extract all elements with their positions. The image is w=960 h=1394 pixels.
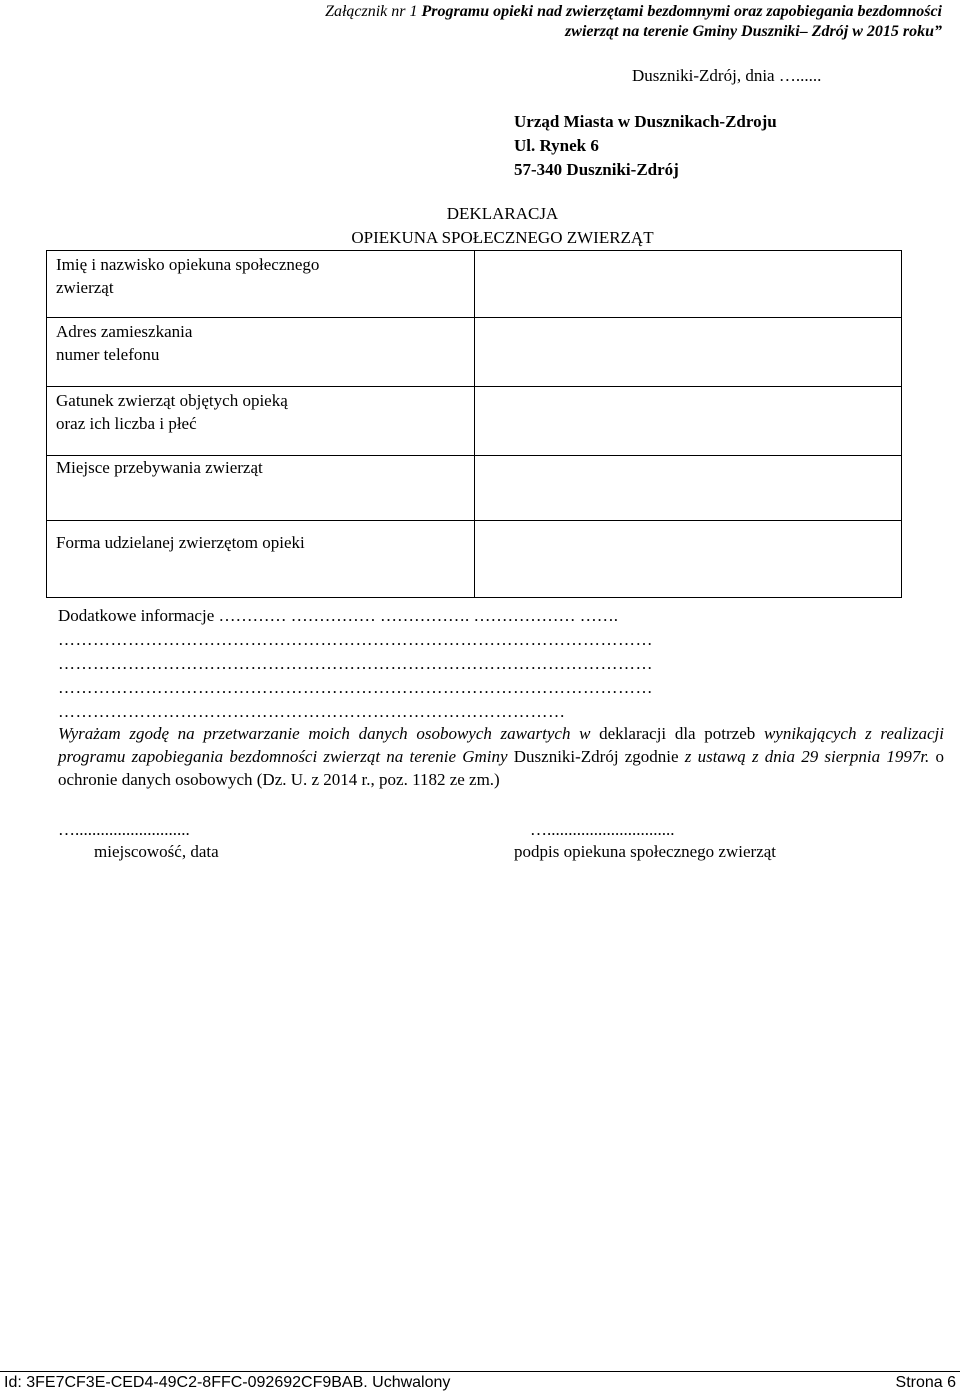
form-row-name xyxy=(47,251,902,318)
form-field-address[interactable] xyxy=(475,318,902,387)
form-label-line: numer telefonu xyxy=(56,345,160,364)
form-label-line: Gatunek zwierząt objętych opieką xyxy=(56,391,288,410)
form-label-line: zwierząt xyxy=(56,278,114,297)
form-label-line: Imię i nazwisko opiekuna społecznego xyxy=(56,255,320,274)
form-label-location xyxy=(47,456,475,521)
consent-text: o ochronie danych osobowych (Dz. U. z 2014 r., poz. 1182 ze zm.) xyxy=(58,747,944,789)
form-field-location[interactable] xyxy=(475,456,902,521)
annex-header xyxy=(182,2,942,42)
guardian-signature-dots[interactable]: ….............................. xyxy=(530,820,675,839)
guardian-signature-label: podpis opiekuna społecznego zwierząt xyxy=(514,842,776,861)
declaration-form-table xyxy=(46,250,902,598)
extra-info-fill-line[interactable]: ………………………………………………………………………………………… xyxy=(58,678,653,697)
consent-text: deklaracji dla potrzeb xyxy=(599,724,764,743)
extra-info-label: Dodatkowe informacje xyxy=(58,606,215,625)
form-field-name[interactable] xyxy=(475,251,902,318)
place-date-signature-label: miejscowość, data xyxy=(94,842,219,861)
extra-info-fill-line[interactable]: ………………………………………………………………………………………… xyxy=(58,654,653,673)
consent-clause xyxy=(58,722,944,791)
extra-info-fill-line[interactable]: …………………………………………………………………………… xyxy=(58,702,566,721)
annex-program-title-line2: zwierząt na terenie Gminy Duszniki– Zdrój w 2015 roku” xyxy=(565,23,942,40)
place-date-line: Duszniki-Zdrój, dnia …...... xyxy=(632,66,822,85)
recipient-street: Ul. Rynek 6 xyxy=(514,136,599,155)
annex-prefix: Załącznik nr 1 xyxy=(325,3,422,20)
form-row-care-form xyxy=(47,521,902,598)
consent-text: Duszniki-Zdrój zgodnie xyxy=(513,747,685,766)
form-label-line: Adres zamieszkania xyxy=(56,322,193,341)
annex-program-title: Programu opieki nad zwierzętami bezdomnymi oraz zapobiegania bezdomności xyxy=(421,3,942,20)
form-label-address xyxy=(47,318,475,387)
form-label-line: oraz ich liczba i płeć xyxy=(56,414,197,433)
document-title: DEKLARACJA xyxy=(446,204,559,223)
extra-info-line xyxy=(58,606,618,626)
footer-page-number: Strona 6 xyxy=(895,1374,956,1391)
extra-info-fill-line[interactable]: ………………………………………………………………………………………… xyxy=(58,630,653,649)
consent-text: z ustawą z dnia 29 sierpnia 1997r. xyxy=(684,747,936,766)
form-label-care-form xyxy=(47,521,475,598)
place-date-signature-dots[interactable]: …........................... xyxy=(58,820,190,839)
extra-info-dots[interactable]: ………… …………… ……………. ……………… ……. xyxy=(218,606,618,625)
footer-document-id: Id: 3FE7CF3E-CED4-49C2-8FFC-092692CF9BAB. Uchwalony xyxy=(4,1374,451,1391)
recipient-city: 57-340 Duszniki-Zdrój xyxy=(514,160,679,179)
form-field-care-form[interactable] xyxy=(475,521,902,598)
footer-divider xyxy=(0,1371,960,1372)
form-label-species xyxy=(47,387,475,456)
form-row-species xyxy=(47,387,902,456)
form-label-line: Miejsce przebywania zwierząt xyxy=(56,458,263,477)
form-row-address xyxy=(47,318,902,387)
recipient-office: Urząd Miasta w Dusznikach-Zdroju xyxy=(514,112,777,131)
form-row-location xyxy=(47,456,902,521)
document-subtitle: OPIEKUNA SPOŁECZNEGO ZWIERZĄT xyxy=(351,228,654,247)
form-label-line: Forma udzielanej zwierzętom opieki xyxy=(56,533,305,552)
form-field-species[interactable] xyxy=(475,387,902,456)
form-label-name xyxy=(47,251,475,318)
consent-text: Wyrażam zgodę na przetwarzanie moich danych osobowych zawartych w xyxy=(58,724,600,743)
consent-text: wynikających z realizacji programu zapobiegania bezdomności zwierząt na terenie Gminy xyxy=(58,724,944,766)
